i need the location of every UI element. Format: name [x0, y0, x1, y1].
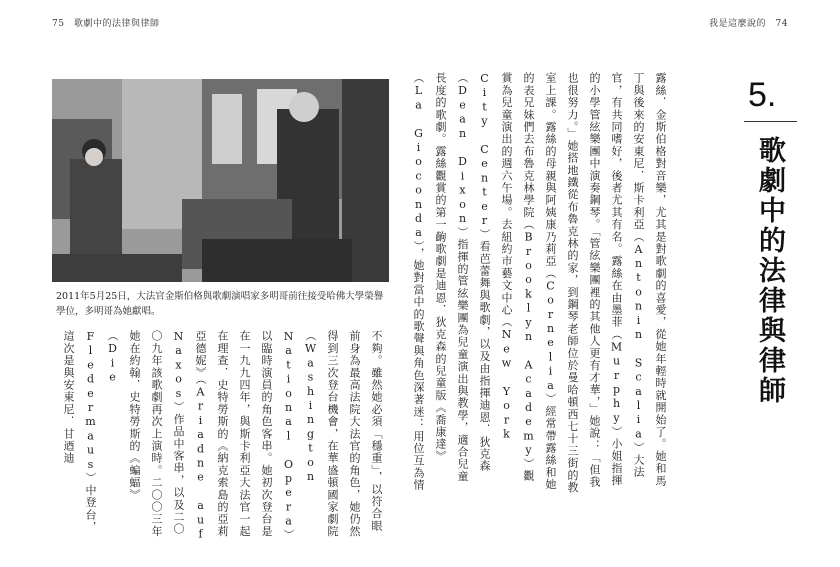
chapter-rule	[744, 121, 797, 122]
ceremony-photo	[52, 79, 389, 282]
running-header-right: 我是這麼說的 74	[709, 19, 788, 29]
chapter-number: 5.	[748, 76, 777, 114]
photo-caption: 2011年5月25日，大法官金斯伯格與歌劇演唱家多明哥前往接受哈佛大學榮譽學位，多明哥為她獻唱。	[56, 291, 384, 317]
running-header-left: 75 歌劇中的法律與律師	[52, 19, 160, 29]
body-text-right-page: 露絲．金斯伯格對音樂，尤其是對歌劇的喜愛，從她年輕時就開始了。她和馬丁與後來的安東尼．斯卡利亞（Antonin Scalia）大法官，有共同嗜好，後者尤其有名。露絲在由墨菲（Murphy）小姐指揮的小學管絃樂團中演奏鋼琴。「管絃樂團裡的其他人更有才華，」她說：「但我也很努力。」她搭地鐵從布魯克林的家，到鋼琴老師位於曼哈頓西七十三街的教室上課。露絲的母親與阿姨康乃莉亞（Cornelia）經常帶露絲和她的表兄妹們去布魯克林學院（Brooklyn Academy）觀賞為兒童演出的週六午場。去紐約市藝文中心（New York City Center）看芭蕾舞與歌劇，以及由指揮迪恩．狄克森（Dean Dixon）指揮的管絃樂團為兒童演出與教學，適合兒童長度的歌劇。露絲觀賞的第一齣歌劇是迪恩．狄克森的兒童版《喬康達》（La Gioconda），她對當中的歌聲與角色深著迷：用位互為情	[412, 72, 667, 494]
body-text-left-page: 不夠。雖然她必須「穩重」，以符合眼前身為最高法院大法官的角色，她仍然得到三次登台機會，在華盛頓國家劇院（Washington National Opera）以臨時演員的角色客串。她初次登台是在一九九四年，與斯卡利亞大法官一起在理查．史特勞斯的《納克索島的亞莉亞德妮》（Ariadne auf Naxos）作品中客串，以及二〇〇九年該歌劇再次上演時。二〇〇三年她在約翰．史特勞斯的《蝙蝠》（Die Fledermaus）中登台，這次是與安東尼．甘迺迪	[62, 330, 383, 542]
chapter-title: 歌劇中的法律與律師	[754, 136, 785, 406]
